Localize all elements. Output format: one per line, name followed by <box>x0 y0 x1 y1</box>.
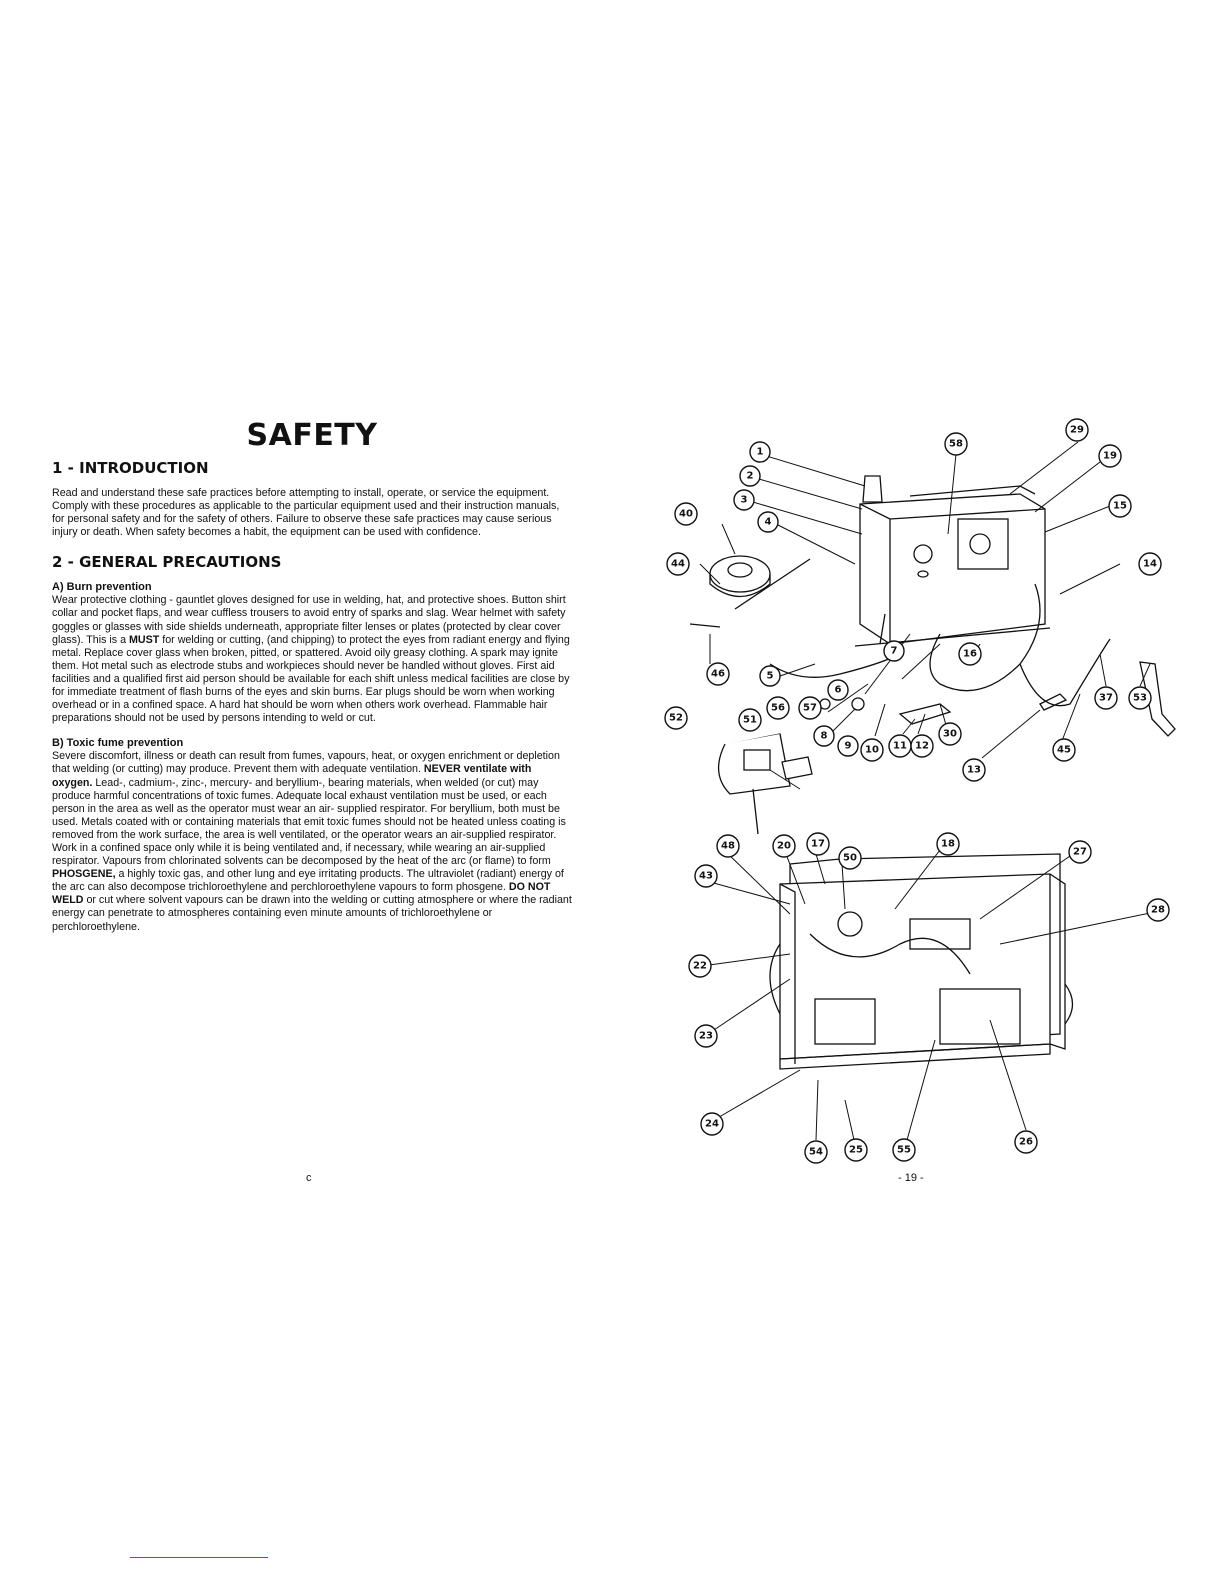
callout-20 <box>773 835 795 857</box>
svg-text:44: 44 <box>671 558 685 570</box>
svg-text:7: 7 <box>890 645 898 657</box>
svg-text:11: 11 <box>893 740 907 752</box>
safety-text-column <box>52 418 572 946</box>
toxic-text-b: Lead-, cadmium-, zinc-, mercury- and beryllium-, bearing materials, when welded (or cut) may produce harmful concentrations of toxic fumes. Adequate local exhaust ventilation must be used, or each person in the area as well as the operator must wear an air- supplied respirator. For beryllium, both must be used. Metals coated with or containing materials that emit toxic fumes should not be heated unless coating is removed from the work surface, the area is well ventilated, or the operator wears an air-supplied respirator. Work in a confined space only while it is being ventilated and, if necessary, while wearing an air-supplied respirator. Vapours from chlorinated solvents can be decomposed by the heat of the arc (or flame) to form <box>52 776 566 868</box>
svg-text:17: 17 <box>811 838 825 850</box>
callout-12 <box>911 735 933 757</box>
callout-24 <box>701 1113 723 1135</box>
callout-53 <box>1129 687 1151 709</box>
callout-26 <box>1015 1131 1037 1153</box>
svg-text:22: 22 <box>693 960 707 972</box>
callout-11 <box>889 735 911 757</box>
hyperlink-underline[interactable] <box>130 1557 268 1558</box>
callout-45 <box>1053 739 1075 761</box>
callout-17 <box>807 833 829 855</box>
callout-9 <box>838 736 858 756</box>
callout-4 <box>758 512 778 532</box>
right-page-number: - 19 - <box>898 1172 924 1184</box>
callout-43 <box>695 865 717 887</box>
svg-text:15: 15 <box>1113 500 1127 512</box>
burn-text-b: for welding or cutting, (and chipping) to protect the eyes from radiant energy and flying metal. Replace cover glass when broken, pitted, or spattered. Avoid oily greasy clothing. A spark may ignite them. Hot metal such as electrode stubs and workpieces should never be handled without gloves. First aid facilities and a qualified first aid person should be available for each shift unless medical facilities are close by for immediate treatment of flash burns of the eyes and skin burns. Ear plugs should be worn when working overhead or in a confined space. A hard hat should be worn when others work overhead. Flammable hair preparations should not be used by persons intending to weld or cut. <box>52 633 570 725</box>
burn-prevention-heading: A) Burn prevention <box>52 581 152 594</box>
svg-text:20: 20 <box>777 840 791 852</box>
toxic-fume-heading: B) Toxic fume prevention <box>52 737 184 750</box>
callout-52 <box>665 707 687 729</box>
callout-3 <box>734 490 754 510</box>
burn-text-a: Wear protective clothing - gauntlet gloves designed for use in welding, hat, and protective shoes. Button shirt collar and pocket flaps, and wear cuffless trousers to avoid entry of sparks and slag. Wear helmet with safety goggles or glasses with side shields underneath, appropriate filter lenses or plates (protected by clear cover glass). This is a <box>52 594 566 646</box>
callout-19 <box>1099 445 1121 467</box>
svg-text:9: 9 <box>844 740 852 752</box>
svg-text:52: 52 <box>669 712 683 724</box>
toxic-bold-never: NEVER ventilate with oxygen. <box>52 763 532 789</box>
svg-text:18: 18 <box>941 838 955 850</box>
svg-text:3: 3 <box>740 494 748 506</box>
svg-text:16: 16 <box>963 648 977 660</box>
svg-text:54: 54 <box>809 1146 823 1158</box>
callout-25 <box>845 1139 867 1161</box>
callout-40 <box>675 503 697 525</box>
toxic-text-a: Severe discomfort, illness or death can result from fumes, vapours, heat, or oxygen enrichment or depletion that welding (or cutting) may produce. Prevent them with adequate ventilation. <box>52 750 560 776</box>
svg-text:56: 56 <box>771 702 785 714</box>
callout-46 <box>707 663 729 685</box>
callout-30 <box>939 723 961 745</box>
callout-18 <box>937 833 959 855</box>
callout-15 <box>1109 495 1131 517</box>
section-heading-general-precautions: 2 - GENERAL PRECAUTIONS <box>52 553 282 572</box>
callout-7 <box>884 641 904 661</box>
svg-text:50: 50 <box>843 852 857 864</box>
callout-44 <box>667 553 689 575</box>
toxic-text-c: a highly toxic gas, and other lung and eye irritating products. The ultraviolet (radiant) energy of the arc can also decompose trichloroethylene and perchloroethylene vapours to form phosgene. <box>52 868 564 894</box>
svg-text:4: 4 <box>764 516 772 528</box>
svg-text:23: 23 <box>699 1030 713 1042</box>
svg-text:10: 10 <box>865 744 879 756</box>
svg-text:26: 26 <box>1019 1136 1033 1148</box>
toxic-bold-do-not-weld: DO NOT WELD <box>52 881 551 907</box>
burn-prevention-paragraph <box>52 594 572 725</box>
callout-group-lower <box>701 1020 1037 1163</box>
callout-22 <box>689 955 711 977</box>
svg-text:57: 57 <box>803 702 817 714</box>
svg-text:37: 37 <box>1099 692 1113 704</box>
svg-text:29: 29 <box>1070 424 1084 436</box>
svg-text:53: 53 <box>1133 692 1147 704</box>
callout-37 <box>1095 687 1117 709</box>
callout-16 <box>959 643 981 665</box>
toxic-bold-phosgene: PHOSGENE, <box>52 868 116 881</box>
svg-text:45: 45 <box>1057 744 1071 756</box>
callout-51 <box>739 709 761 731</box>
callout-56 <box>767 697 789 719</box>
svg-text:30: 30 <box>943 728 957 740</box>
toxic-text-d: or cut where solvent vapours can be drawn into the welding or cutting atmosphere or where the radiant energy can penetrate to atmospheres containing even minute amounts of trichloroethylene or perchloroethylene. <box>52 894 572 933</box>
toxic-fume-paragraph <box>52 750 572 933</box>
callout-14 <box>1139 553 1161 575</box>
section-heading-introduction: 1 - INTRODUCTION <box>52 459 209 477</box>
page-title: SAFETY <box>246 418 378 453</box>
callout-57 <box>799 697 821 719</box>
callout-29 <box>1066 419 1088 441</box>
svg-text:19: 19 <box>1103 450 1117 462</box>
svg-text:1: 1 <box>756 446 764 458</box>
svg-text:12: 12 <box>915 740 929 752</box>
callout-54 <box>805 1141 827 1163</box>
callout-13 <box>963 759 985 781</box>
svg-text:55: 55 <box>897 1144 911 1156</box>
svg-text:27: 27 <box>1073 846 1087 858</box>
callout-58 <box>945 433 967 455</box>
svg-text:48: 48 <box>721 840 735 852</box>
svg-text:13: 13 <box>967 764 981 776</box>
svg-text:24: 24 <box>705 1118 719 1130</box>
burn-bold-must: MUST <box>129 633 160 646</box>
svg-text:43: 43 <box>699 870 713 882</box>
svg-text:14: 14 <box>1143 558 1157 570</box>
svg-text:46: 46 <box>711 668 725 680</box>
callout-55 <box>893 1139 915 1161</box>
svg-text:25: 25 <box>849 1144 863 1156</box>
svg-text:58: 58 <box>949 438 963 450</box>
introduction-paragraph: Read and understand these safe practices before attempting to install, operate, or service the equipment. Comply with these procedures as applicable to the particular equipment used and their instruction manuals, for personal safety and for the safety of others. Failure to observe these safe practices may cause serious injury or death. When safety becomes a habit, the equipment can be used with confidence. <box>52 487 560 539</box>
callout-6 <box>828 680 848 700</box>
callout-50 <box>839 847 861 869</box>
svg-text:6: 6 <box>834 684 842 696</box>
svg-text:2: 2 <box>746 470 754 482</box>
welder-parts-diagram <box>640 414 1210 1042</box>
svg-text:51: 51 <box>743 714 757 726</box>
svg-text:28: 28 <box>1151 904 1165 916</box>
callout-48 <box>717 835 739 857</box>
svg-text:40: 40 <box>679 508 693 520</box>
welder-interior-lower-callouts <box>640 1000 1040 1160</box>
callout-8 <box>814 726 834 746</box>
left-page-footer: c <box>306 1172 312 1184</box>
svg-text:5: 5 <box>766 670 774 682</box>
callout-5 <box>760 666 780 686</box>
callout-10 <box>861 739 883 761</box>
burn-prevention-block <box>52 581 572 725</box>
callout-27 <box>1069 841 1091 863</box>
callout-1 <box>750 442 770 462</box>
svg-text:8: 8 <box>820 730 828 742</box>
callout-2 <box>740 466 760 486</box>
callout-28 <box>1147 899 1169 921</box>
toxic-fume-block <box>52 737 572 933</box>
